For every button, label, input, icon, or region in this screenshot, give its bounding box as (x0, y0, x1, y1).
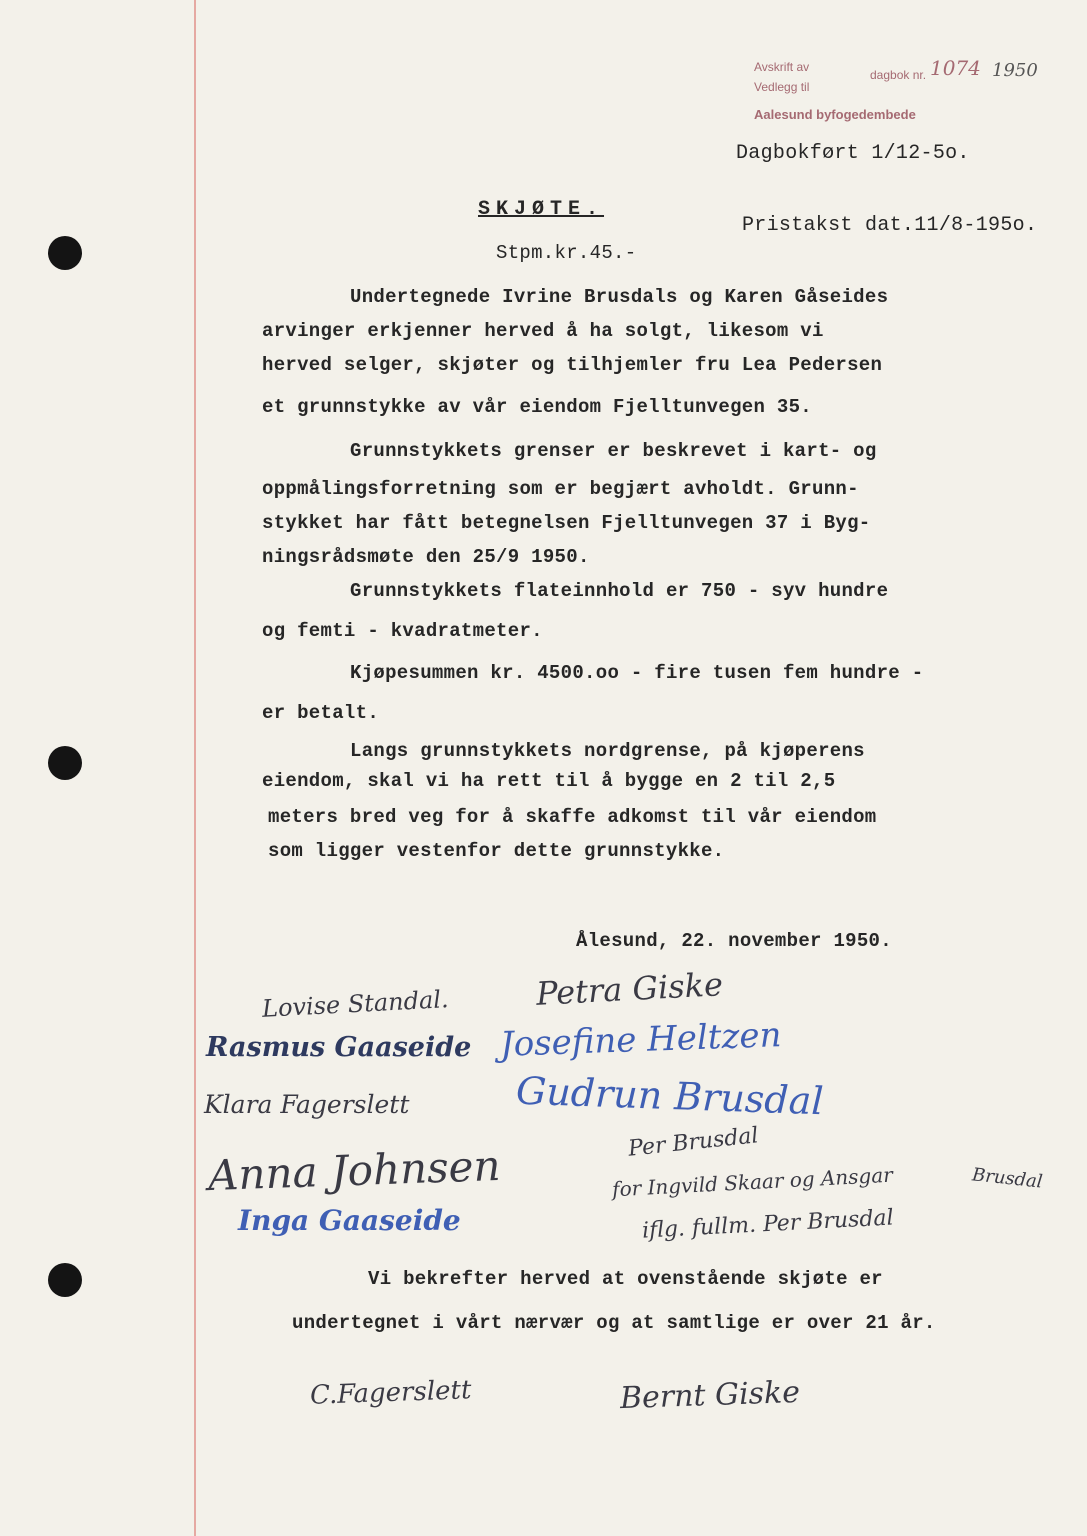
body-line-16: som ligger vestenfor dette grunnstykke. (268, 840, 725, 862)
body-line-1: Undertegnede Ivrine Brusdals og Karen Gåseides (350, 286, 889, 308)
witness-line-2: undertegnet i vårt nærvær og at samtlige er over 21 år. (292, 1312, 936, 1334)
signature-klara-fagerslett: Klara Fagerslett (204, 1090, 410, 1119)
document-title: SKJØTE. (478, 198, 605, 221)
signature-josefine-heltzen: Josefine Heltzen (499, 1015, 783, 1065)
body-line-2: arvinger erkjenner herved å ha solgt, likesom vi (262, 320, 824, 342)
body-line-12: er betalt. (262, 702, 380, 724)
signature-iflg-line: iflg. fullm. Per Brusdal (641, 1205, 895, 1244)
body-line-6: oppmålingsforretning som er begjært avholdt. Grunn- (262, 478, 859, 500)
punch-hole-bottom (48, 1263, 82, 1297)
punch-hole-top (48, 236, 82, 270)
margin-rule (194, 0, 196, 1536)
body-line-11: Kjøpesummen kr. 4500.oo - fire tusen fem hundre - (350, 662, 924, 684)
body-line-5: Grunnstykkets grenser er beskrevet i kart- og (350, 440, 877, 462)
stamp-line-1: Avskrift av (754, 60, 810, 74)
signature-lovise-standal: Lovise Standal. (261, 985, 450, 1023)
pristakst-line: Pristakst dat.11/8-195o. (742, 214, 1038, 237)
signature-anna-johnsen: Anna Johnsen (207, 1140, 502, 1201)
signature-for-line: for Ingvild Skaar og Ansgar (611, 1162, 894, 1202)
body-line-9: Grunnstykkets flateinnhold er 750 - syv hundre (350, 580, 889, 602)
body-line-13: Langs grunnstykkets nordgrense, på kjøperens (350, 740, 865, 762)
body-line-7: stykket har fått betegnelsen Fjelltunvegen 37 i Byg- (262, 512, 871, 534)
body-line-14: eiendom, skal vi ha rett til å bygge en 2 til 2,5 (262, 770, 836, 792)
stamp-dagbok-year: 1950 (992, 60, 1038, 81)
signature-per-brusdal: Per Brusdal (627, 1123, 760, 1162)
signature-petra-giske: Petra Giske (535, 965, 724, 1013)
body-line-4: et grunnstykke av vår eiendom Fjelltunvegen 35. (262, 396, 812, 418)
place-date: Ålesund, 22. november 1950. (576, 930, 892, 952)
body-line-8: ningsrådsmøte den 25/9 1950. (262, 546, 590, 568)
witness-line-1: Vi bekrefter herved at ovenstående skjøte er (368, 1268, 883, 1290)
signature-inga-gaaseide: Inga Gaaseide (238, 1204, 461, 1237)
stamp-line-3: Aalesund byfogedembede (754, 107, 916, 122)
stamp-dagbok-number: 1074 (930, 56, 981, 80)
stamp-line-2: Vedlegg til (754, 80, 810, 94)
witness-signature-fagerslett: C.Fagerslett (309, 1375, 472, 1411)
stamp-dagbok-label: dagbok nr. (870, 68, 927, 82)
body-line-10: og femti - kvadratmeter. (262, 620, 543, 642)
signature-brusdal-right: Brusdal (971, 1164, 1044, 1193)
body-line-3: herved selger, skjøter og tilhjemler fru Lea Pedersen (262, 354, 883, 376)
punch-hole-middle (48, 746, 82, 780)
witness-signature-giske: Bernt Giske (619, 1374, 801, 1417)
signature-rasmus-gaaseide: Rasmus Gaaseide (206, 1032, 472, 1063)
dagbokfort-line: Dagbokført 1/12-5o. (736, 142, 970, 165)
signature-gudrun-brusdal: Gudrun Brusdal (515, 1068, 825, 1124)
body-line-15: meters bred veg for å skaffe adkomst til vår eiendom (268, 806, 877, 828)
stempel-line: Stpm.kr.45.- (496, 242, 637, 264)
